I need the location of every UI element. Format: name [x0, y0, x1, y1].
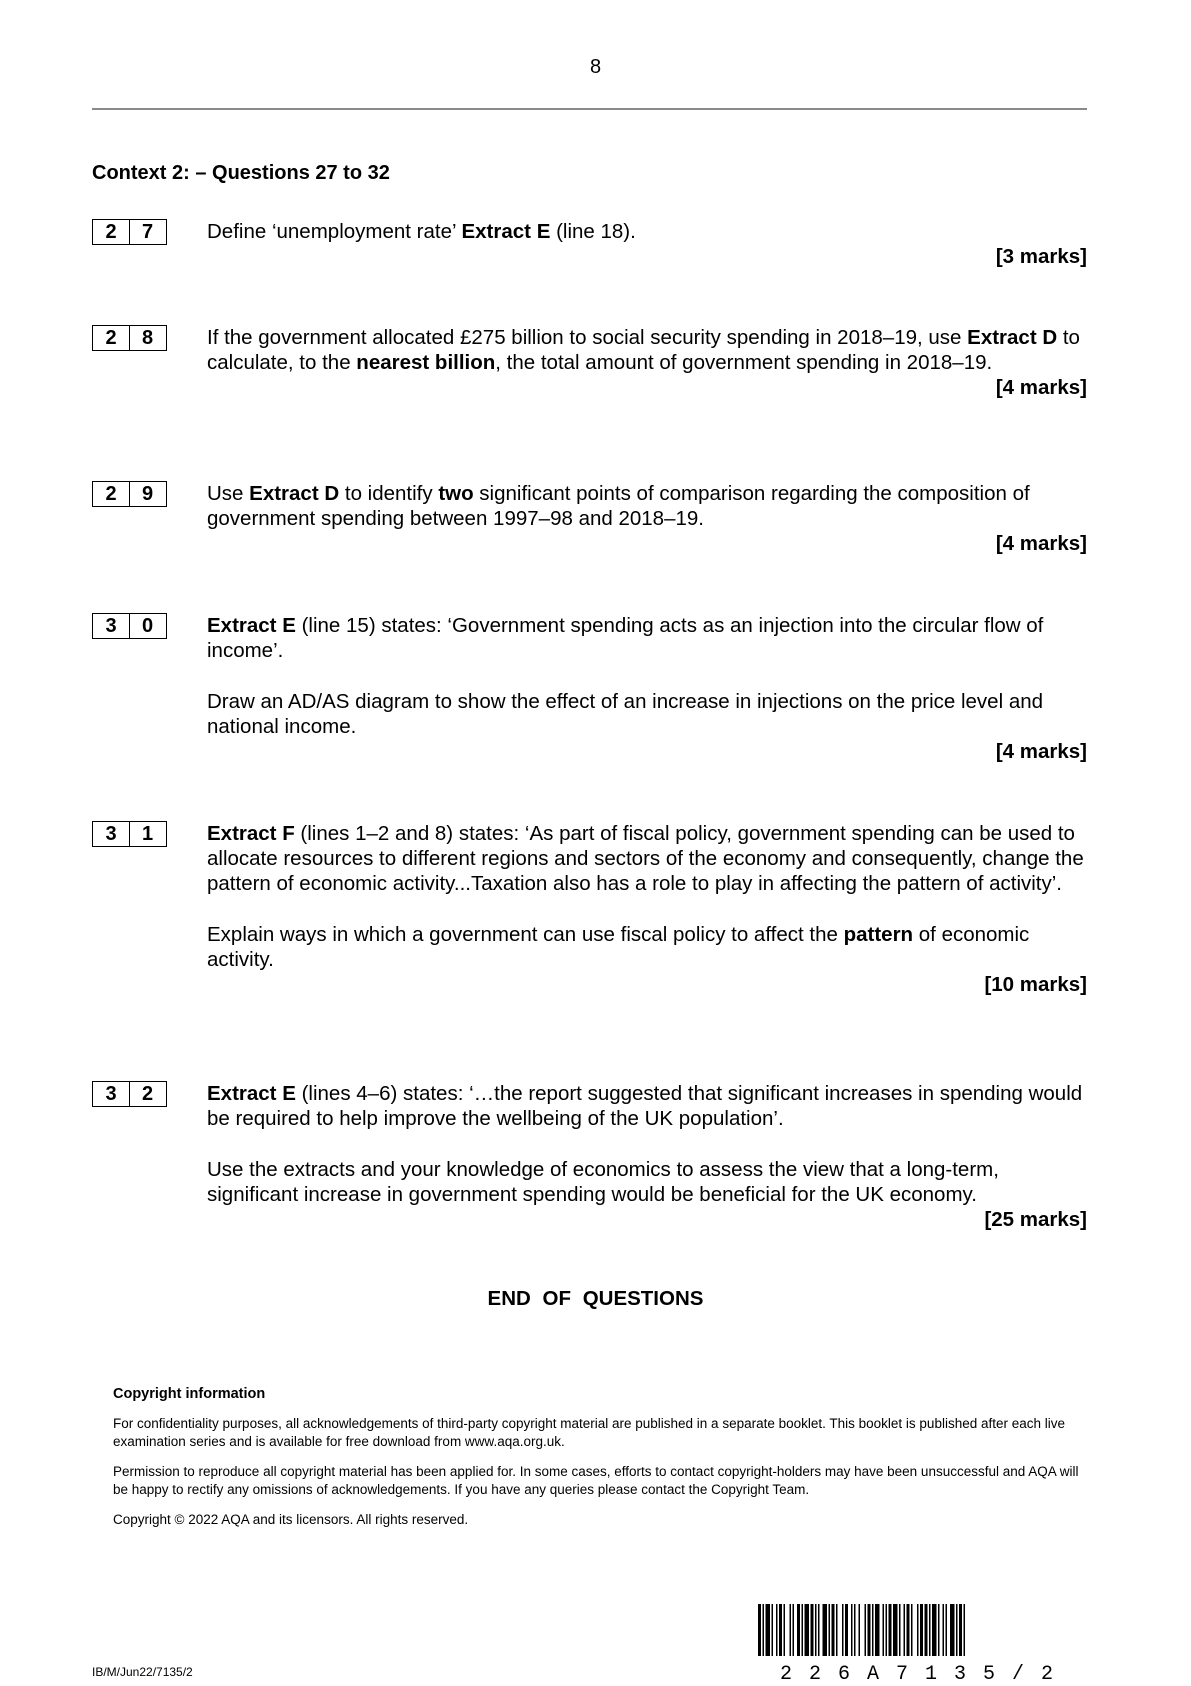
- question-text: Extract E (lines 4–6) states: ‘…the report suggested that significant increases in spending would be required to help improve the wellbeing of the UK population’.: [207, 1082, 1083, 1130]
- question-30: [92, 613, 1087, 764]
- marks-label: [4 marks]: [995, 376, 1087, 399]
- question-digit: 1: [129, 821, 167, 847]
- question-digit: 8: [129, 325, 167, 351]
- question-32: [92, 1081, 1087, 1232]
- question-text: If the government allocated £275 billion to social security spending in 2018–19, use Extract D to calculate, to the nearest billion, the total amount of government spending in 2018–19.: [207, 326, 1080, 374]
- copyright-title: Copyright information: [113, 1386, 266, 1402]
- barcode: [758, 1604, 1083, 1686]
- question-digit: 3: [92, 1081, 130, 1107]
- question-number-box: [92, 219, 165, 245]
- question-text: Extract E (line 15) states: ‘Government spending acts as an injection into the circular flow of income’.: [207, 614, 1044, 662]
- question-number-box: [92, 821, 165, 847]
- question-number-box: [92, 1081, 165, 1107]
- question-text: Use Extract D to identify two significant points of comparison regarding the composition of government spending between 1997–98 and 2018–19.: [207, 482, 1030, 530]
- question-digit: 3: [92, 821, 130, 847]
- page-number: 8: [589, 56, 602, 78]
- question-28: [92, 325, 1087, 400]
- marks-label: [4 marks]: [995, 740, 1087, 763]
- question-text: Define ‘unemployment rate’ Extract E (line 18).: [207, 220, 636, 243]
- question-text: Extract F (lines 1–2 and 8) states: ‘As part of fiscal policy, government spending can be used to allocate resources to different regions and sectors of the economy and consequently, change the pattern of economic activity...Taxation also has a role to play in affecting the pattern of activity’.: [207, 822, 1084, 895]
- marks-label: [10 marks]: [984, 973, 1087, 996]
- question-digit: 9: [129, 481, 167, 507]
- question-number-box: [92, 325, 165, 351]
- question-27: [92, 219, 1087, 269]
- marks-label: [25 marks]: [984, 1208, 1087, 1231]
- question-number-box: [92, 613, 165, 639]
- copyright-paragraph: For confidentiality purposes, all acknowledgements of third-party copyright material are published in a separate booklet. This booklet is published after each live examination series and is available for free download from www.aqa.org.uk.: [113, 1416, 1066, 1449]
- end-of-questions: END OF QUESTIONS: [487, 1287, 704, 1310]
- question-number-box: [92, 481, 165, 507]
- question-instruction: Draw an AD/AS diagram to show the effect of an increase in injections on the price level and national income.: [207, 690, 1044, 738]
- question-digit: 2: [92, 219, 130, 245]
- question-digit: 2: [92, 481, 130, 507]
- question-29: [92, 481, 1087, 556]
- marks-label: [4 marks]: [995, 532, 1087, 555]
- copyright-block: [113, 1385, 1085, 1541]
- copyright-paragraph: Copyright © 2022 AQA and its licensors. All rights reserved.: [113, 1512, 469, 1527]
- barcode-icon: [758, 1604, 1083, 1656]
- question-instruction: Explain ways in which a government can use fiscal policy to affect the pattern of economic activity.: [207, 923, 1030, 971]
- question-31: [92, 821, 1087, 997]
- question-digit: 3: [92, 613, 130, 639]
- header-rule: [92, 108, 1087, 110]
- question-instruction: Use the extracts and your knowledge of economics to assess the view that a long-term, significant increase in government spending would be beneficial for the UK economy.: [207, 1158, 999, 1206]
- footer-code: IB/M/Jun22/7135/2: [92, 1665, 193, 1679]
- question-digit: 2: [129, 1081, 167, 1107]
- barcode-text: 226A7135/2: [780, 1663, 1071, 1686]
- question-digit: 0: [129, 613, 167, 639]
- context-heading: Context 2: – Questions 27 to 32: [92, 162, 390, 184]
- question-digit: 7: [129, 219, 167, 245]
- marks-label: [3 marks]: [995, 245, 1087, 268]
- copyright-paragraph: Permission to reproduce all copyright material has been applied for. In some cases, efforts to contact copyright-holders may have been unsuccessful and AQA will be happy to rectify any omissions of acknowledgements. If you have any queries please contact the Copyright Team.: [113, 1464, 1079, 1497]
- question-digit: 2: [92, 325, 130, 351]
